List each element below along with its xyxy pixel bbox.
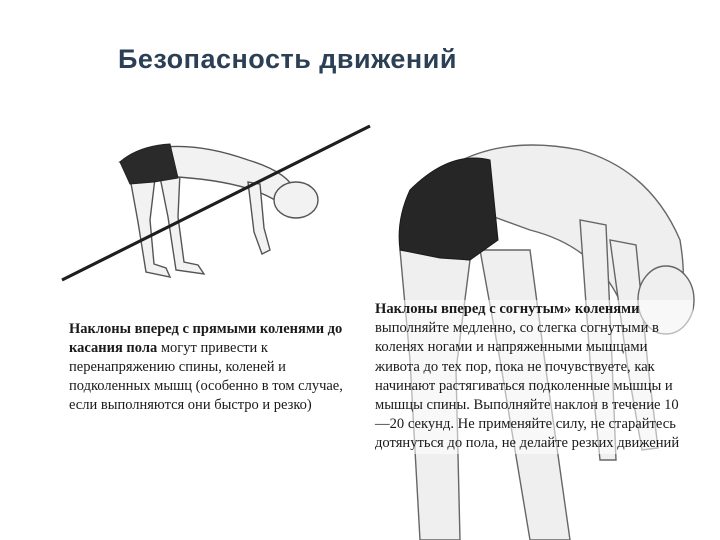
right-caption-text: выполняйте медленно, со слегка согнутыми в коленях ногами и напряженными мышцами живота до тех пор, пока не почувствуете, как начинают растягиваться подколенные мышцы и мышцы спины. Выполняйте наклон в течение 10—20 секунд. Не применяйте силу, не старайтесь дотянуться до пола, не делайте резких движений	[375, 320, 680, 452]
left-caption-bold: Наклоны вперед с прямыми коленями до касания пола	[69, 321, 343, 356]
cross-out-line	[62, 126, 370, 280]
left-caption-text: могут привести к перенапряжению спины, коленей и подколенных мышц (особенно в том случае, если выполняются они быстро и резко)	[69, 340, 343, 413]
right-caption	[375, 300, 693, 454]
right-caption-bold: Наклоны вперед с согнутым» коленями	[375, 301, 640, 317]
left-caption	[69, 320, 359, 415]
page-title: Безопасность движений	[118, 44, 457, 74]
straight-leg-bend-illustration	[58, 122, 378, 290]
